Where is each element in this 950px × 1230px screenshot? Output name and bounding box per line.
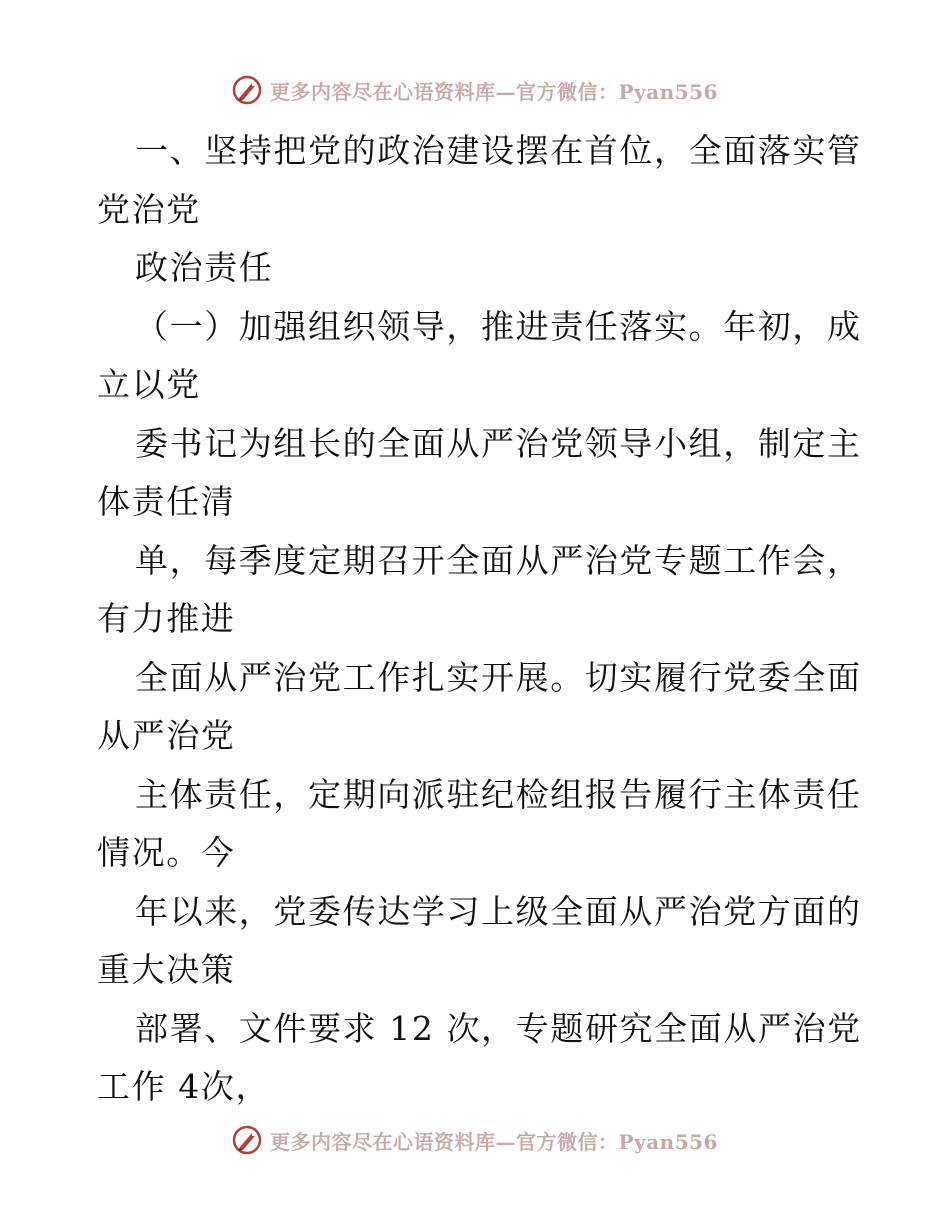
header-watermark xyxy=(0,70,950,110)
text-line: 年以来，党委传达学习上级全面从严治党方面的 xyxy=(135,891,862,931)
document-body xyxy=(97,122,862,1117)
text-line: 体责任清 xyxy=(97,482,236,521)
pen-logo-icon xyxy=(232,75,262,105)
watermark-text: 更多内容尽在心语资料库—官方微信：Pyan556 xyxy=(270,79,718,104)
footer-watermark xyxy=(0,1120,950,1160)
text-line: 政治责任 xyxy=(135,248,274,287)
text-line: 主体责任，定期向派驻纪检组报告履行主体责任 xyxy=(135,774,862,814)
pen-logo-icon xyxy=(232,1125,262,1155)
text-line: （一）加强组织领导，推进责任落实。年初，成 xyxy=(135,306,862,346)
text-line: 情况。今 xyxy=(97,833,236,872)
text-line: 工作 4次， xyxy=(97,1067,271,1106)
text-line: 重大决策 xyxy=(97,950,236,989)
text-line: 部署、文件要求 12 次，专题研究全面从严治党 xyxy=(135,1008,862,1048)
text-line: 党治党 xyxy=(97,189,201,229)
text-line: 有力推进 xyxy=(97,599,236,638)
watermark-text: 更多内容尽在心语资料库—官方微信：Pyan556 xyxy=(270,1129,718,1154)
text-line: 立以党 xyxy=(97,365,201,404)
text-line: 从严治党 xyxy=(97,716,236,755)
text-line: 一、坚持把党的政治建设摆在首位，全面落实管 xyxy=(135,131,862,170)
text-line: 全面从严治党工作扎实开展。切实履行党委全面 xyxy=(135,657,862,697)
text-line: 委书记为组长的全面从严治党领导小组，制定主 xyxy=(135,423,862,463)
text-line: 单，每季度定期召开全面从严治党专题工作会， xyxy=(135,540,862,580)
